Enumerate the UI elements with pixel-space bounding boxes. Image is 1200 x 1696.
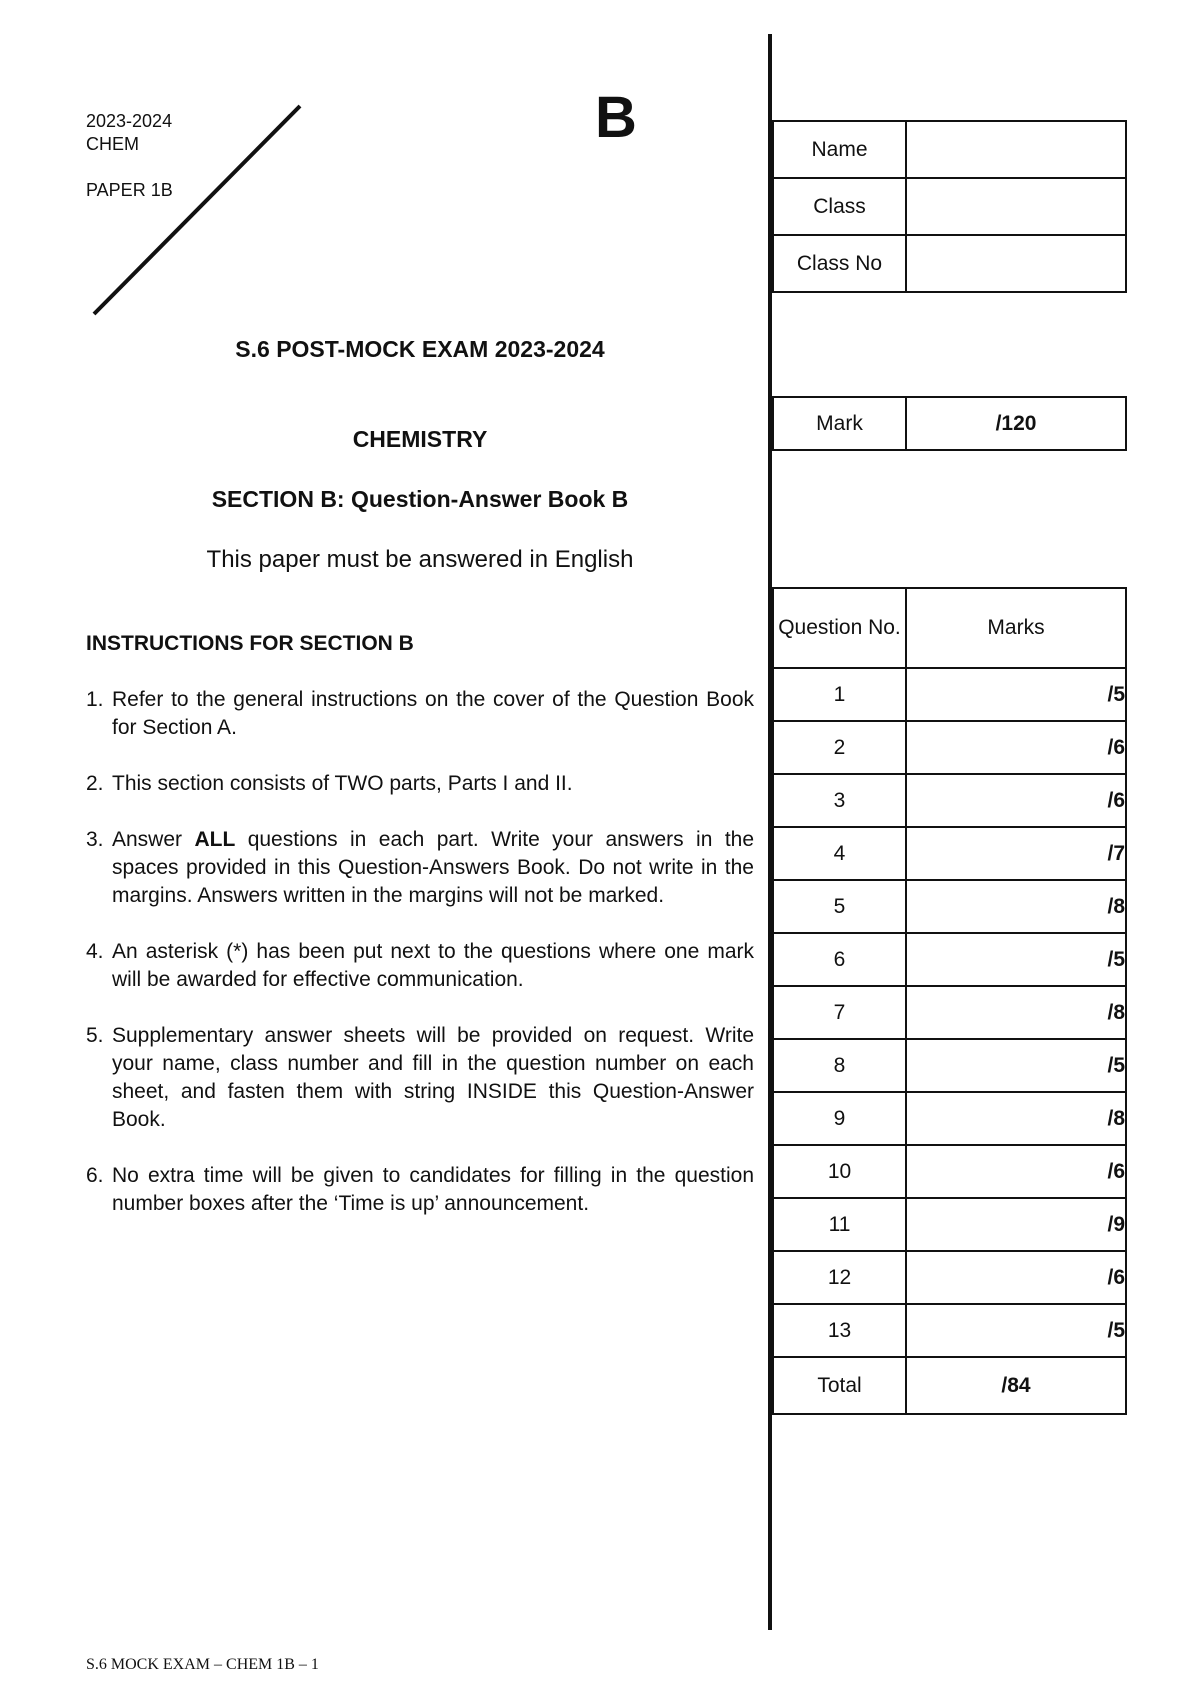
class-label: Class — [773, 178, 906, 235]
language-note: This paper must be answered in English — [206, 546, 634, 573]
question-number: 1 — [773, 668, 906, 721]
instruction-item — [86, 826, 754, 910]
total-label: Total — [773, 1357, 906, 1414]
question-number: 5 — [773, 880, 906, 933]
header-paper: PAPER 1B — [86, 180, 173, 200]
question-max-mark: /8 — [906, 1092, 1126, 1145]
candidate-info-table — [772, 120, 1127, 293]
instruction-text: Supplementary answer sheets will be provided on request. Write your name, class number and fill in the question number on each sheet, and fasten them with string INSIDE this Question-Answer Book. — [112, 1024, 754, 1131]
instructions-heading: INSTRUCTIONS FOR SECTION B — [86, 632, 414, 655]
instruction-item — [86, 1162, 754, 1218]
instruction-item — [86, 770, 754, 798]
question-number: 10 — [773, 1145, 906, 1198]
question-max-mark: /8 — [906, 986, 1126, 1039]
question-number: 12 — [773, 1251, 906, 1304]
instruction-item — [86, 686, 754, 742]
question-number: 3 — [773, 774, 906, 827]
question-marks-table — [772, 587, 1127, 1415]
instruction-number: 3. — [86, 828, 104, 851]
name-field[interactable] — [906, 121, 1126, 178]
question-number: 9 — [773, 1092, 906, 1145]
diagonal-strike-line — [88, 100, 308, 320]
header-year: 2023-2024 — [86, 111, 173, 131]
instruction-text: No extra time will be given to candidates for filling in the question number boxes after the ‘Time is up’ announcement. — [112, 1164, 754, 1215]
question-max-mark: /8 — [906, 880, 1126, 933]
question-number: 8 — [773, 1039, 906, 1092]
question-number: 2 — [773, 721, 906, 774]
marks-header: Marks — [906, 588, 1126, 668]
class-no-label: Class No — [773, 235, 906, 292]
class-no-field[interactable] — [906, 235, 1126, 292]
question-number: 11 — [773, 1198, 906, 1251]
header-subject-code: CHEM — [86, 134, 139, 154]
question-max-mark: /6 — [906, 1251, 1126, 1304]
question-number: 7 — [773, 986, 906, 1039]
instruction-item — [86, 938, 754, 994]
question-number: 4 — [773, 827, 906, 880]
instruction-text: An asterisk (*) has been put next to the questions where one mark will be awarded for effective communication. — [112, 940, 754, 991]
question-max-mark: /6 — [906, 721, 1126, 774]
instruction-text: Refer to the general instructions on the cover of the Question Book for Section A. — [112, 688, 754, 739]
question-no-header: Question No. — [773, 588, 906, 668]
instruction-number: 1. — [86, 688, 104, 711]
mark-label: Mark — [773, 397, 906, 450]
question-max-mark: /9 — [906, 1198, 1126, 1251]
instruction-number: 5. — [86, 1024, 104, 1047]
book-letter: B — [595, 85, 637, 150]
page-footer: S.6 MOCK EXAM – CHEM 1B – 1 — [86, 1656, 319, 1673]
instruction-item — [86, 1022, 754, 1134]
mark-value: /120 — [906, 397, 1126, 450]
question-number: 13 — [773, 1304, 906, 1357]
instruction-number: 2. — [86, 772, 104, 795]
mark-box — [772, 396, 1127, 451]
question-max-mark: /5 — [906, 1039, 1126, 1092]
subject-title: CHEMISTRY — [352, 426, 488, 452]
question-max-mark: /6 — [906, 1145, 1126, 1198]
question-max-mark: /5 — [906, 668, 1126, 721]
question-number: 6 — [773, 933, 906, 986]
question-max-mark: /6 — [906, 774, 1126, 827]
instructions-list — [86, 686, 754, 1246]
question-max-mark: /7 — [906, 827, 1126, 880]
instruction-text: This section consists of TWO parts, Parts I and II. — [112, 772, 573, 795]
total-value: /84 — [906, 1357, 1126, 1414]
section-title: SECTION B: Question-Answer Book B — [211, 486, 629, 512]
exam-title: S.6 POST-MOCK EXAM 2023-2024 — [235, 336, 605, 362]
instruction-number: 4. — [86, 940, 104, 963]
instruction-text-post: questions in each part. Write your answers in the spaces provided in this Question-Answers Book. Do not write in the margins. Answers written in the margins will not be marked. — [112, 828, 755, 907]
instruction-number: 6. — [86, 1164, 104, 1187]
question-max-mark: /5 — [906, 933, 1126, 986]
class-field[interactable] — [906, 178, 1126, 235]
instruction-emphasis: ALL — [194, 828, 236, 851]
question-max-mark: /5 — [906, 1304, 1126, 1357]
name-label: Name — [773, 121, 906, 178]
instruction-text-pre: Answer — [112, 828, 195, 851]
